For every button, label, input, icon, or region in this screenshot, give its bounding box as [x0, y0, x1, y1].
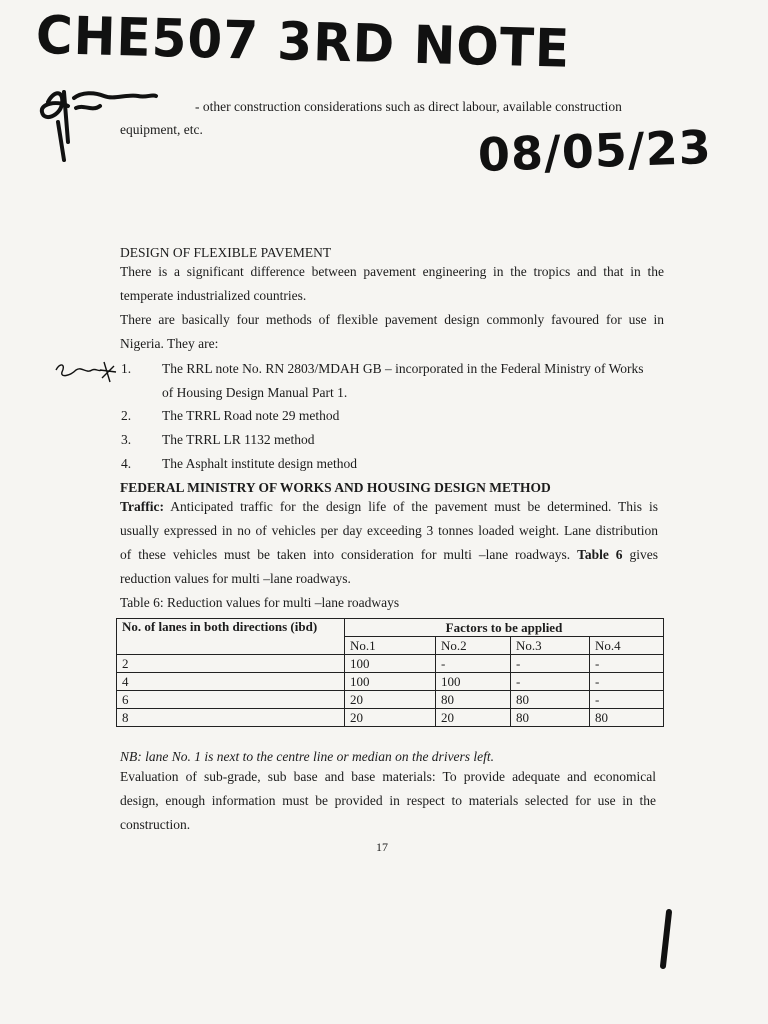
intro-line-2: equipment, etc.	[120, 122, 203, 137]
section-heading-flexible-pavement: DESIGN OF FLEXIBLE PAVEMENT	[120, 245, 332, 260]
paragraph-line: Nigeria. They are:	[120, 336, 219, 351]
list-item-text: The TRRL Road note 29 method	[162, 408, 340, 423]
table-row	[117, 691, 664, 709]
intro-line-1: - other construction considerations such as direct labour, available construction	[195, 99, 622, 114]
column-group-header-factors: Factors to be applied	[345, 619, 664, 637]
table-cell: -	[590, 691, 664, 709]
paragraph-line	[120, 546, 658, 564]
margin-annotation-scribble	[52, 356, 118, 386]
paragraph-line: reduction values for multi –lane roadways.	[120, 571, 351, 586]
list-item-text: The Asphalt institute design method	[162, 456, 357, 471]
list-item-number: 1.	[121, 361, 132, 376]
column-header-no1: No.1	[345, 637, 436, 655]
table-cell: 100	[436, 673, 511, 691]
table-footnote: NB: lane No. 1 is next to the centre line or median on the drivers left.	[120, 749, 495, 764]
list-item-number: 3.	[121, 432, 132, 447]
list-item-text: The RRL note No. RN 2803/MDAH GB – incorporated in the Federal Ministry of Works	[162, 361, 644, 376]
table-row	[117, 709, 664, 727]
table-cell: -	[590, 673, 664, 691]
table-row	[117, 673, 664, 691]
table-cell: -	[590, 655, 664, 673]
table-header-row	[117, 619, 664, 637]
table-cell: 80	[590, 709, 664, 727]
list-item-number: 4.	[121, 456, 132, 471]
table-cell: 80	[511, 691, 590, 709]
paragraph-line: usually expressed in no of vehicles per day exceeding 3 tonnes loaded weight. Lane distribution	[120, 523, 658, 538]
list-item-text: of Housing Design Manual Part 1.	[162, 385, 348, 400]
column-header-no4: No.4	[590, 637, 664, 655]
list-item-text: The TRRL LR 1132 method	[162, 432, 315, 447]
handwritten-date: 08/05/23	[477, 119, 713, 182]
handwritten-stroke	[655, 908, 679, 970]
paragraph-line	[120, 498, 658, 516]
table-cell: -	[511, 655, 590, 673]
traffic-text: Anticipated traffic for the design life of the pavement must be determined. This is	[170, 499, 659, 514]
table-cell: -	[511, 673, 590, 691]
paragraph-line: There are basically four methods of flexible pavement design commonly favoured for use in	[120, 312, 664, 327]
table-cell: 80	[511, 709, 590, 727]
traffic-text: of these vehicles must be taken into consideration for multi –lane roadways.	[120, 547, 571, 562]
paragraph-line: design, enough information must be provided in respect to materials selected for use in the	[120, 793, 656, 808]
table-row	[117, 655, 664, 673]
table-cell: 100	[345, 655, 436, 673]
table-cell-lanes: 4	[117, 673, 345, 691]
paragraph-line: There is a significant difference between pavement engineering in the tropics and that in the	[120, 264, 664, 279]
table-cell: 80	[436, 691, 511, 709]
table-cell: 20	[436, 709, 511, 727]
traffic-label: Traffic:	[120, 499, 164, 514]
table-cell: 20	[345, 709, 436, 727]
table-cell-lanes: 6	[117, 691, 345, 709]
column-header-lanes: No. of lanes in both directions (ibd)	[117, 619, 345, 655]
page-number: 17	[376, 840, 388, 854]
section-heading-fmwh-method: FEDERAL MINISTRY OF WORKS AND HOUSING DESIGN METHOD	[120, 480, 551, 495]
table-caption: Table 6: Reduction values for multi –lane roadways	[120, 595, 400, 610]
paragraph-line: Evaluation of sub-grade, sub base and base materials: To provide adequate and economical	[120, 769, 656, 784]
handwritten-title: CHE507 3RD NOTE	[35, 4, 571, 80]
column-header-no3: No.3	[511, 637, 590, 655]
paragraph-line: construction.	[120, 817, 191, 832]
paragraph-line: temperate industrialized countries.	[120, 288, 307, 303]
table-cell: -	[436, 655, 511, 673]
traffic-text: gives	[629, 547, 659, 562]
table-cell-lanes: 2	[117, 655, 345, 673]
table-cell-lanes: 8	[117, 709, 345, 727]
table-cell: 20	[345, 691, 436, 709]
reduction-values-table	[116, 618, 664, 727]
list-item-number: 2.	[121, 408, 132, 423]
column-header-no2: No.2	[436, 637, 511, 655]
table-reference: Table 6	[577, 547, 623, 562]
table-cell: 100	[345, 673, 436, 691]
